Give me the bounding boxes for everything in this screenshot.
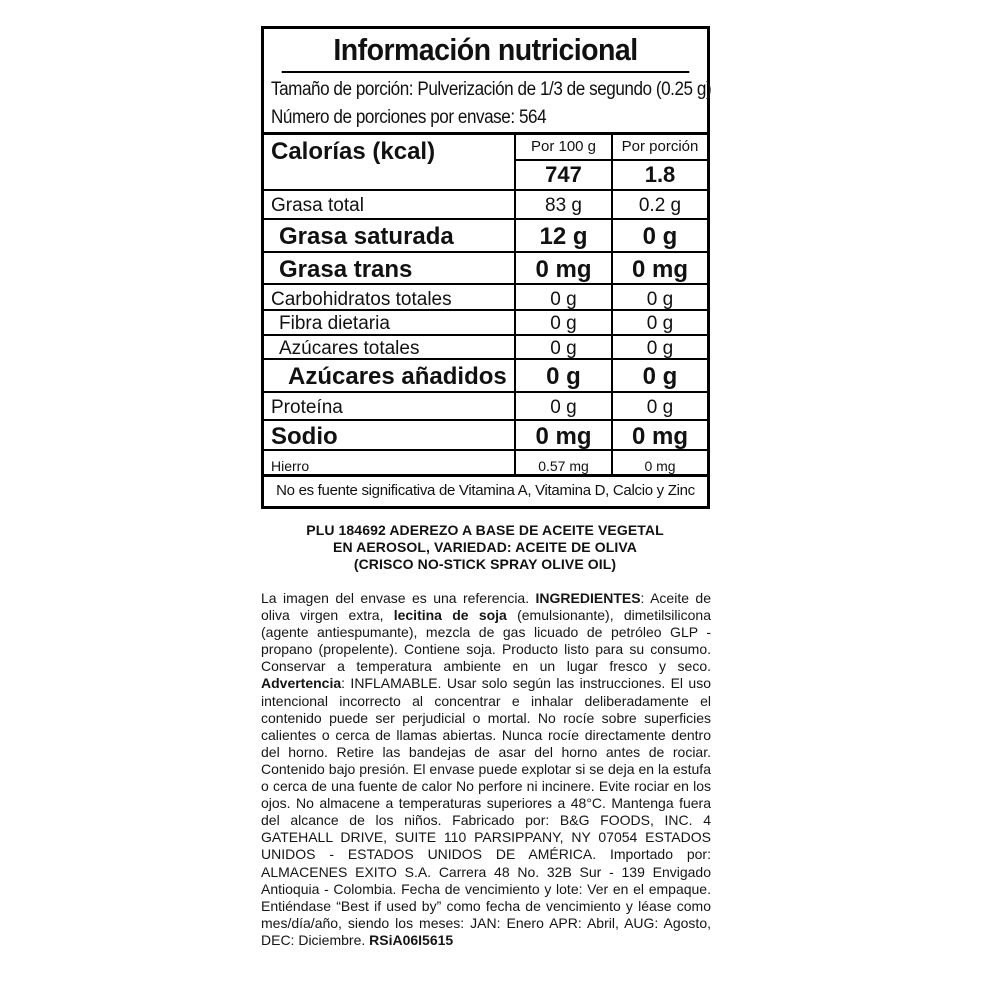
product-line-2: EN AEROSOL, VARIEDAD: ACEITE DE OLIVA	[333, 539, 637, 555]
nutrient-per100: 0 g	[514, 285, 611, 309]
panel-title: Información nutricional	[282, 29, 690, 73]
serving-size: Tamaño de porción: Pulverización de 1/3 de segundo (0.25 g)	[271, 79, 712, 100]
product-line-3: (CRISCO NO-STICK SPRAY OLIVE OIL)	[353, 556, 617, 572]
nutrient-row-protein	[264, 393, 707, 421]
nutrient-row-sodium	[264, 421, 707, 451]
nutrient-perserving: 0 g	[611, 311, 707, 334]
nutrient-row-total-sugars	[264, 336, 707, 361]
nutrient-row-carbohydrates	[264, 285, 707, 311]
product-line-1: PLU 184692 ADEREZO A BASE DE ACEITE VEGETAL	[306, 522, 664, 538]
nutrient-label: Carbohidratos totales	[271, 289, 452, 310]
nutrient-perserving: 0 g	[611, 360, 707, 391]
nutrient-label: Grasa total	[271, 195, 364, 216]
perserving-column	[611, 135, 707, 189]
description-text: La imagen del envase es una referencia.	[261, 590, 536, 606]
panel-footer-note: No es fuente significativa de Vitamina A, Vitamina D, Calcio y Zinc	[276, 482, 695, 499]
nutrient-perserving: 0 g	[611, 393, 707, 419]
nutrient-label: Grasa trans	[279, 256, 413, 283]
calories-label: Calorías (kcal)	[271, 138, 436, 165]
description-text: : Aceite de oliva virgen extra,	[261, 590, 711, 624]
per100-column	[514, 135, 611, 189]
nutrient-per100: 0 mg	[514, 253, 611, 283]
nutrient-perserving: 0 mg	[611, 421, 707, 449]
calories-per100: 747	[545, 162, 582, 187]
nutrient-label: Hierro	[271, 458, 310, 474]
nutrient-label: Proteína	[271, 397, 343, 418]
calories-row	[264, 135, 707, 191]
nutrient-row-trans-fat	[264, 253, 707, 285]
nutrient-label: Azúcares añadidos	[288, 363, 507, 390]
nutrient-perserving: 0 g	[611, 336, 707, 359]
nutrient-label: Grasa saturada	[279, 223, 454, 250]
servings-per-container: Número de porciones por envase: 564	[271, 107, 547, 128]
serving-info	[264, 73, 712, 135]
nutrient-label: Fibra dietaria	[279, 313, 390, 334]
nutrient-label: Sodio	[271, 423, 338, 450]
nutrient-perserving: 0 g	[611, 285, 707, 309]
nutrient-row-total-fat	[264, 191, 707, 220]
product-name	[250, 522, 720, 573]
calories-perserving: 1.8	[644, 162, 676, 187]
warning-heading: Advertencia	[261, 675, 342, 692]
nutrient-perserving: 0 g	[611, 220, 707, 251]
nutrient-row-saturated-fat	[264, 220, 707, 253]
nutrient-row-added-sugars	[264, 360, 707, 393]
nutrient-perserving: 0 mg	[611, 451, 707, 474]
nutrient-per100: 83 g	[514, 191, 611, 218]
product-description	[261, 590, 711, 949]
description-text: (emulsionante), dimetilsilicona (agente antiespumante), mezcla de gas licuado de petróleo GLP - propano (propelente). Contiene soja. Producto listo para su consumo. Conservar a temperatura ambiente en un lugar fresco y seco.	[261, 607, 711, 675]
sanitary-registration: RSiA06I5615	[369, 931, 454, 948]
ingredients-heading: INGREDIENTES	[535, 590, 641, 606]
nutrient-per100: 12 g	[514, 220, 611, 251]
nutrient-per100: 0 g	[514, 393, 611, 419]
nutrient-perserving: 0.2 g	[611, 191, 707, 218]
nutrient-per100: 0 g	[514, 311, 611, 334]
nutrient-perserving: 0 mg	[611, 253, 707, 283]
per100-header: Por 100 g	[516, 135, 611, 161]
nutrient-row-iron	[264, 451, 707, 477]
nutrition-facts-panel	[261, 26, 710, 509]
nutrient-per100: 0 g	[514, 360, 611, 391]
nutrient-per100: 0.57 mg	[514, 451, 611, 474]
allergen-soy: lecitina de soja	[393, 607, 507, 624]
description-text: : INFLAMABLE. Usar solo según las instrucciones. El uso intencional incorrecto al concentrar e inhalar deliberadamente el contenido puede ser perjudicial o mortal. No rocíe sobre superficies calientes o cerca de llamas abiertas. Nunca rocíe directamente dentro del horno. Retire las bandejas de asar del horno antes de rociar. Contenido bajo presión. El envase puede explotar si se deja en la estufa o cerca de una fuente de calor No perfore ni incinere. Evite rociar en los ojos. No almacene a temperaturas superiores a 48°C. Mantenga fuera del alcance de los niños. Fabricado por: B&G FOODS, INC. 4 GATEHALL DRIVE, SUITE 110 PARSIPPANY, NY 07054 ESTADOS UNIDOS - ESTADOS UNIDOS DE AMÉRICA. Importado por: ALMACENES EXITO S.A. Carrera 48 No. 32B Sur - 139 Envigado Antioquia - Colombia. Fecha de vencimiento y lote: Ver en el empaque. Entiéndase “Best if used by” como fecha de vencimiento y léase como mes/día/año, siendo los meses: JAN: Enero APR: Abril, AUG: Agosto, DEC: Diciembre.	[261, 675, 711, 948]
nutrient-row-fiber	[264, 311, 707, 336]
perserving-header: Por porción	[613, 135, 707, 161]
nutrient-per100: 0 g	[514, 336, 611, 359]
nutrient-label: Azúcares totales	[279, 337, 420, 359]
nutrient-per100: 0 mg	[514, 421, 611, 449]
